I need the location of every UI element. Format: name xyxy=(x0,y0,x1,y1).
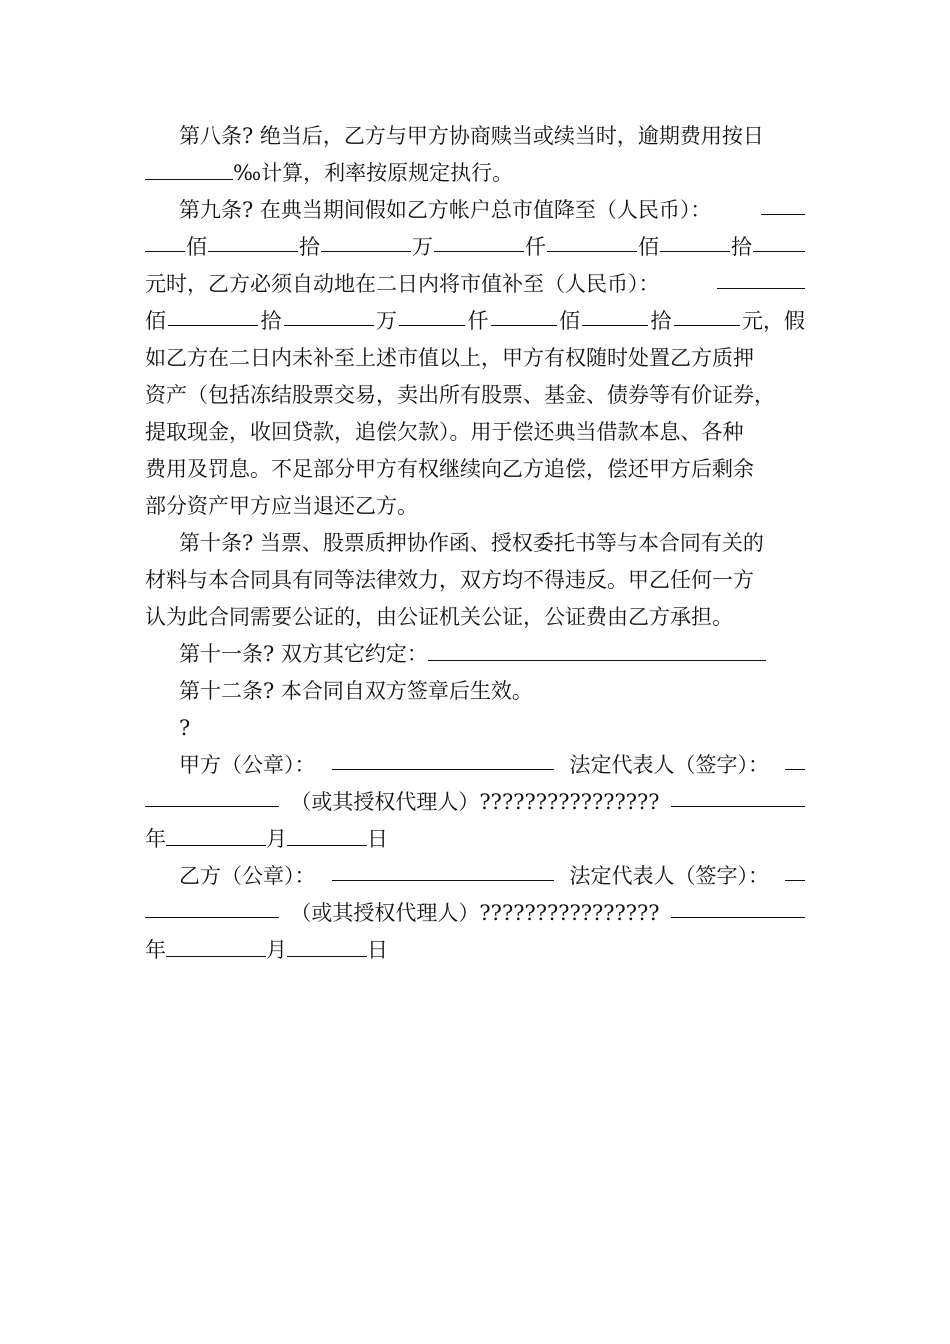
blank xyxy=(208,229,298,252)
article-9-line-2 xyxy=(145,229,805,266)
blank xyxy=(717,266,805,289)
article-9-line-5: 如乙方在二日内未补至上述市值以上，甲方有权随时处置乙方质押 xyxy=(145,346,754,370)
party-a-line-2 xyxy=(145,784,805,821)
party-b-rep-blank-cont xyxy=(145,895,279,918)
party-b-line-1 xyxy=(145,858,805,895)
article-8-line-2 xyxy=(145,155,805,192)
party-b-seal-label: 乙方（公章）： xyxy=(179,864,316,888)
party-b-rep-blank xyxy=(785,858,805,881)
party-a-agent-blank xyxy=(671,784,805,807)
blank xyxy=(168,303,258,326)
article-9-line-6: 资产（包括冻结股票交易，卖出所有股票、基金、债券等有价证券， xyxy=(145,383,775,407)
party-b-agent-label: （或其授权代理人）???????????????? xyxy=(290,901,660,925)
party-b-year-label: 年 xyxy=(145,938,166,962)
unit-label: 万 xyxy=(412,235,433,259)
blank xyxy=(674,303,740,326)
empty-paragraph-marker: ? xyxy=(179,716,191,740)
contract-body xyxy=(145,118,805,969)
blank xyxy=(399,303,465,326)
article-10-line-1: 第十条? 当票、股票质押协作函、授权委托书等与本合同有关的 xyxy=(179,531,764,555)
unit-label: 万 xyxy=(376,309,397,333)
article-8-line-2-text: ‰计算，利率按原规定执行。 xyxy=(233,161,514,185)
party-b-rep-label: 法定代表人（签字）： xyxy=(569,864,769,888)
party-a-date-line xyxy=(145,821,805,858)
blank xyxy=(287,934,367,957)
article-11-text: 第十一条? 双方其它约定： xyxy=(179,642,428,666)
article-9-line-3 xyxy=(145,266,805,303)
blank xyxy=(753,229,805,252)
party-a-rep-label: 法定代表人（签字）： xyxy=(569,753,769,777)
unit-label: 佰 xyxy=(638,235,659,259)
blank-rate xyxy=(145,157,233,180)
article-9-line-1-text: 第九条? 在典当期间假如乙方帐户总市值降至（人民币）： xyxy=(179,198,712,222)
blank xyxy=(287,823,367,846)
unit-label: 拾 xyxy=(299,235,320,259)
article-11-line xyxy=(145,636,805,673)
party-a-year-label: 年 xyxy=(145,827,166,851)
article-9-line-8: 费用及罚息。不足部分甲方有权继续向乙方追偿，偿还甲方后剩余 xyxy=(145,457,754,481)
article-10-line-3: 认为此合同需要公证的，由公证机关公证，公证费由乙方承担。 xyxy=(145,605,733,629)
blank xyxy=(547,229,637,252)
party-b-agent-blank xyxy=(671,895,805,918)
party-b-seal-blank xyxy=(332,858,554,881)
blank xyxy=(284,303,374,326)
unit-label: 仟 xyxy=(467,309,489,333)
blank xyxy=(491,303,557,326)
article-9-line-4 xyxy=(145,303,805,340)
party-a-line-1 xyxy=(145,747,805,784)
unit-label: 拾 xyxy=(650,309,672,333)
blank xyxy=(582,303,648,326)
article-8-line-1: 第八条? 绝当后，乙方与甲方协商赎当或续当时，逾期费用按日 xyxy=(179,124,764,148)
blank xyxy=(166,934,266,957)
unit-label: 佰 xyxy=(186,235,207,259)
unit-label: 佰 xyxy=(559,309,580,333)
party-b-day-label: 日 xyxy=(367,938,388,962)
blank-other-terms xyxy=(428,638,766,661)
party-a-seal-blank xyxy=(332,747,554,770)
unit-label: 拾 xyxy=(731,235,752,259)
blank xyxy=(321,229,411,252)
article-9-line-9: 部分资产甲方应当退还乙方。 xyxy=(145,494,418,518)
article-12-line: 第十二条? 本合同自双方签章后生效。 xyxy=(179,679,533,703)
article-9-line-7: 提取现金，收回贷款，追偿欠款）。用于偿还典当借款本息、各种 xyxy=(145,420,744,444)
blank xyxy=(660,229,730,252)
article-9-line-1 xyxy=(145,192,805,229)
unit-label: 仟 xyxy=(525,235,546,259)
blank-amount-start xyxy=(761,192,805,215)
unit-label: 拾 xyxy=(260,309,282,333)
party-b-month-label: 月 xyxy=(266,938,287,962)
unit-label: 佰 xyxy=(145,309,166,333)
party-a-rep-blank-cont xyxy=(145,784,279,807)
party-a-seal-label: 甲方（公章）： xyxy=(179,753,316,777)
blank xyxy=(434,229,524,252)
party-a-month-label: 月 xyxy=(266,827,287,851)
article-10-line-2: 材料与本合同具有同等法律效力，双方均不得违反。甲乙任何一方 xyxy=(145,568,754,592)
party-a-rep-blank xyxy=(785,747,805,770)
unit-label: 元，假 xyxy=(742,309,805,333)
party-a-day-label: 日 xyxy=(367,827,388,851)
article-9-line-3-text: 元时，乙方必须自动地在二日内将市值补至（人民币）： xyxy=(145,272,660,296)
blank xyxy=(145,229,185,252)
party-a-agent-label: （或其授权代理人）???????????????? xyxy=(290,790,660,814)
blank xyxy=(166,823,266,846)
party-b-date-line xyxy=(145,932,805,969)
party-b-line-2 xyxy=(145,895,805,932)
